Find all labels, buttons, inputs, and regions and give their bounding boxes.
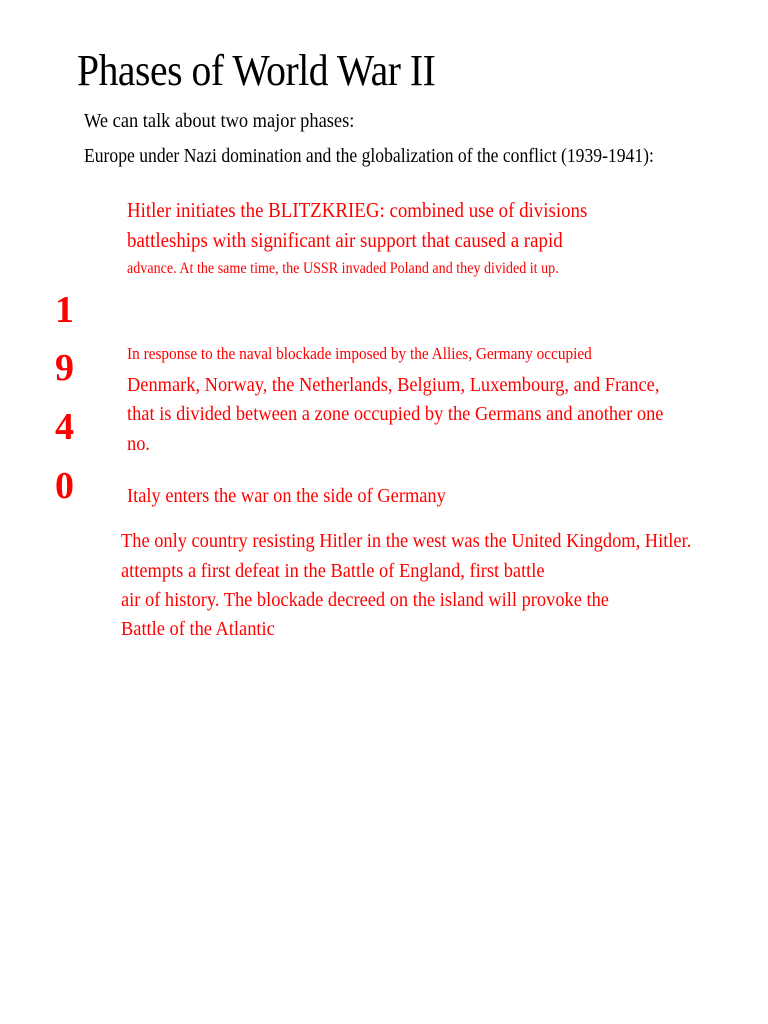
year-digit: 9 [55,347,74,389]
slide-title: Phases of World War II [77,46,436,95]
block-line: Hitler initiates the BLITZKRIEG: combined use of divisions [127,198,588,222]
year-digit: 0 [55,465,74,507]
block-line: that is divided between a zone occupied by the Germans and another one [127,403,664,425]
year-digit: 1 [55,289,74,331]
block-line: advance. At the same time, the USSR invaded Poland and they divided it up. [127,260,559,277]
intro-line-2: Europe under Nazi domination and the globalization of the conflict (1939-1941): [84,145,654,167]
block-line: no. [127,433,150,455]
block-line: Italy enters the war on the side of Germany [127,485,446,507]
block-line: In response to the naval blockade imposed by the Allies, Germany occupied [127,344,592,363]
block-line: Battle of the Atlantic [121,618,275,640]
block-line: attempts a first defeat in the Battle of England, first battle [121,560,545,582]
block-line: Denmark, Norway, the Netherlands, Belgium, Luxembourg, and France, [127,374,660,396]
intro-line-1: We can talk about two major phases: [84,110,355,132]
year-digit: 4 [55,406,74,448]
block-line: air of history. The blockade decreed on the island will provoke the [121,589,609,611]
block-line: The only country resisting Hitler in the west was the United Kingdom, Hitler. [121,530,692,552]
block-line: battleships with significant air support that caused a rapid [127,228,563,252]
